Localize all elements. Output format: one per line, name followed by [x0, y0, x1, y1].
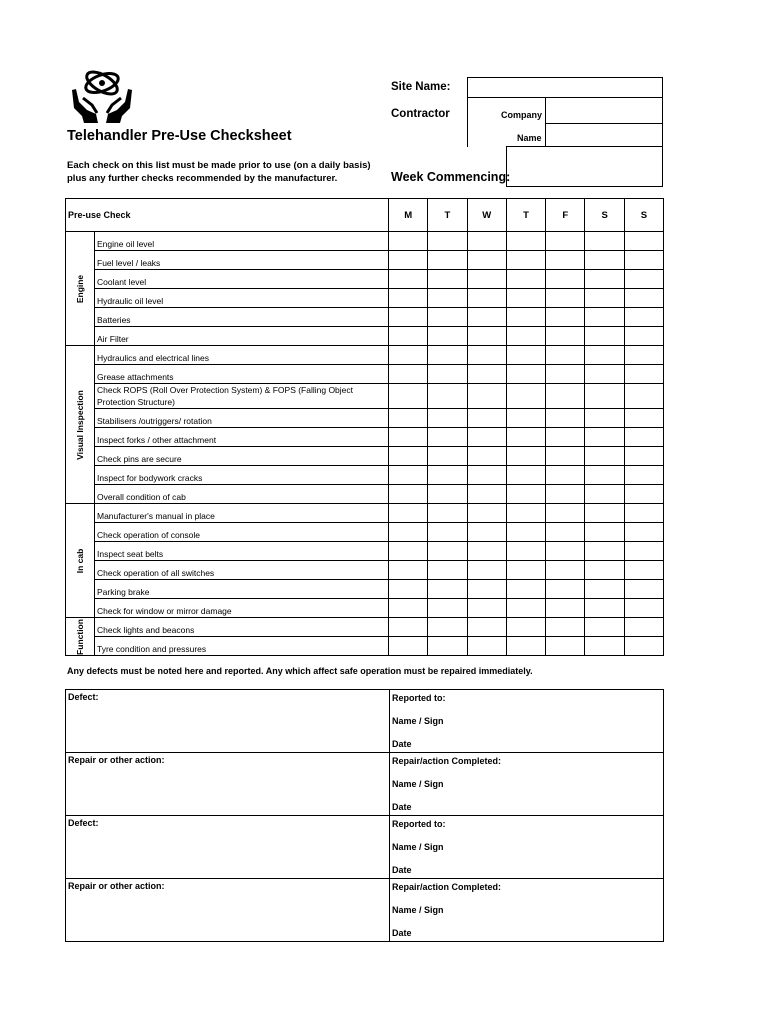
day-check-cell[interactable]: [546, 289, 585, 308]
day-check-cell[interactable]: [585, 308, 624, 327]
day-check-cell[interactable]: [428, 466, 467, 485]
day-check-cell[interactable]: [624, 466, 663, 485]
day-check-cell[interactable]: [389, 327, 428, 346]
day-check-cell[interactable]: [389, 409, 428, 428]
day-check-cell[interactable]: [506, 542, 545, 561]
day-check-cell[interactable]: [467, 542, 506, 561]
day-check-cell[interactable]: [428, 561, 467, 580]
day-check-cell[interactable]: [585, 428, 624, 447]
checklist-row: [66, 561, 664, 580]
day-check-cell[interactable]: [624, 409, 663, 428]
day-check-cell[interactable]: [389, 346, 428, 365]
defects-note: Any defects must be noted here and reported. Any which affect safe operation must be repaired immediately.: [67, 666, 533, 676]
day-check-cell[interactable]: [624, 384, 663, 409]
defect-description-cell[interactable]: [66, 753, 390, 816]
day-check-cell[interactable]: [467, 308, 506, 327]
day-check-cell[interactable]: [506, 365, 545, 384]
checklist-row: [66, 327, 664, 346]
day-check-cell[interactable]: [506, 618, 545, 637]
report-field-label: Repair/action Completed:: [392, 882, 502, 892]
check-item-label: Hydraulic oil level: [95, 289, 389, 308]
checklist-row: [66, 580, 664, 599]
intro-text: Each check on this list must be made prior to use (on a daily basis) plus any further checks recommended by the manufacturer.: [67, 160, 371, 184]
site-name-field[interactable]: [467, 77, 663, 98]
day-check-cell[interactable]: [585, 466, 624, 485]
check-item-label: Check for window or mirror damage: [95, 599, 389, 618]
check-item-label: Check operation of console: [95, 523, 389, 542]
pre-use-check-header: Pre-use Check: [66, 199, 389, 232]
checklist-row: [66, 523, 664, 542]
day-check-cell[interactable]: [585, 504, 624, 523]
day-check-cell[interactable]: [467, 637, 506, 656]
day-check-cell[interactable]: [389, 542, 428, 561]
day-check-cell[interactable]: [428, 232, 467, 251]
day-check-cell[interactable]: [624, 523, 663, 542]
day-check-cell[interactable]: [467, 580, 506, 599]
day-check-cell[interactable]: [624, 251, 663, 270]
day-check-cell[interactable]: [506, 384, 545, 409]
defect-field-label: Defect:: [68, 818, 99, 828]
report-field-label: Name / Sign: [392, 716, 444, 726]
section-label-cell: [66, 504, 95, 618]
day-check-cell[interactable]: [389, 485, 428, 504]
week-commencing-label: Week Commencing:: [391, 170, 511, 184]
day-check-cell[interactable]: [428, 523, 467, 542]
company-field[interactable]: [545, 97, 663, 124]
report-field-label: Date: [392, 928, 412, 938]
report-field-label: Repair/action Completed:: [392, 756, 502, 766]
check-item-label: Tyre condition and pressures: [95, 637, 389, 656]
day-check-cell[interactable]: [506, 447, 545, 466]
day-check-cell[interactable]: [389, 618, 428, 637]
day-check-cell[interactable]: [428, 485, 467, 504]
day-check-cell[interactable]: [585, 409, 624, 428]
day-check-cell[interactable]: [624, 580, 663, 599]
report-field-label: Name / Sign: [392, 779, 444, 789]
day-header: T: [506, 199, 545, 232]
check-item-label: Air Filter: [95, 327, 389, 346]
day-check-cell[interactable]: [506, 346, 545, 365]
check-item-label: Hydraulics and electrical lines: [95, 346, 389, 365]
day-check-cell[interactable]: [389, 270, 428, 289]
day-check-cell[interactable]: [428, 327, 467, 346]
day-check-cell[interactable]: [428, 365, 467, 384]
day-check-cell[interactable]: [624, 447, 663, 466]
defect-row: [66, 753, 664, 816]
day-check-cell[interactable]: [467, 409, 506, 428]
check-item-label: Check operation of all switches: [95, 561, 389, 580]
day-check-cell[interactable]: [428, 542, 467, 561]
day-check-cell[interactable]: [467, 599, 506, 618]
day-check-cell[interactable]: [546, 365, 585, 384]
check-item-label: Overall condition of cab: [95, 485, 389, 504]
check-item-label: Grease attachments: [95, 365, 389, 384]
day-check-cell[interactable]: [546, 384, 585, 409]
report-field-label: Name / Sign: [392, 842, 444, 852]
checklist-row: [66, 346, 664, 365]
day-check-cell[interactable]: [428, 447, 467, 466]
day-check-cell[interactable]: [389, 580, 428, 599]
day-check-cell[interactable]: [546, 270, 585, 289]
day-check-cell[interactable]: [546, 409, 585, 428]
day-check-cell[interactable]: [428, 346, 467, 365]
defect-field-label: Defect:: [68, 692, 99, 702]
check-item-label: Engine oil level: [95, 232, 389, 251]
checklist-row: [66, 466, 664, 485]
site-name-label: Site Name:: [391, 81, 451, 93]
day-check-cell[interactable]: [506, 466, 545, 485]
day-check-cell[interactable]: [624, 485, 663, 504]
checklist-row: [66, 289, 664, 308]
day-check-cell[interactable]: [428, 428, 467, 447]
report-details-cell[interactable]: [390, 879, 664, 942]
day-check-cell[interactable]: [428, 270, 467, 289]
checklist-row: [66, 504, 664, 523]
checklist-row: [66, 618, 664, 637]
day-check-cell[interactable]: [389, 466, 428, 485]
check-item-label: Stabilisers /outriggers/ rotation: [95, 409, 389, 428]
day-check-cell[interactable]: [428, 580, 467, 599]
day-check-cell[interactable]: [585, 561, 624, 580]
contractor-box-divider: [467, 97, 468, 147]
section-label: Engine: [75, 274, 85, 303]
day-check-cell[interactable]: [389, 384, 428, 409]
day-check-cell[interactable]: [585, 580, 624, 599]
day-check-cell[interactable]: [624, 599, 663, 618]
day-check-cell[interactable]: [506, 308, 545, 327]
day-check-cell[interactable]: [389, 637, 428, 656]
day-check-cell[interactable]: [546, 466, 585, 485]
day-check-cell[interactable]: [389, 599, 428, 618]
check-item-label: Inspect seat belts: [95, 542, 389, 561]
check-item-label: Manufacturer's manual in place: [95, 504, 389, 523]
day-check-cell[interactable]: [506, 580, 545, 599]
day-check-cell[interactable]: [428, 289, 467, 308]
day-check-cell[interactable]: [624, 289, 663, 308]
report-details-cell[interactable]: [390, 753, 664, 816]
checklist-row: [66, 485, 664, 504]
day-check-cell[interactable]: [428, 384, 467, 409]
day-check-cell[interactable]: [467, 251, 506, 270]
section-label-cell: [66, 232, 95, 346]
report-field-label: Date: [392, 802, 412, 812]
day-check-cell[interactable]: [506, 409, 545, 428]
check-item-label: Fuel level / leaks: [95, 251, 389, 270]
day-check-cell[interactable]: [428, 637, 467, 656]
day-check-cell[interactable]: [546, 308, 585, 327]
checklist-row: [66, 428, 664, 447]
day-check-cell[interactable]: [467, 346, 506, 365]
defect-row: [66, 690, 664, 753]
day-header: T: [428, 199, 467, 232]
day-check-cell[interactable]: [428, 504, 467, 523]
day-check-cell[interactable]: [467, 270, 506, 289]
day-check-cell[interactable]: [624, 561, 663, 580]
day-check-cell[interactable]: [506, 485, 545, 504]
report-details-cell[interactable]: [390, 690, 664, 753]
day-check-cell[interactable]: [506, 289, 545, 308]
day-check-cell[interactable]: [389, 523, 428, 542]
pre-use-check-table: [65, 198, 664, 656]
day-check-cell[interactable]: [506, 251, 545, 270]
day-check-cell[interactable]: [546, 504, 585, 523]
day-check-cell[interactable]: [624, 504, 663, 523]
day-header: S: [585, 199, 624, 232]
checklist-row: [66, 542, 664, 561]
day-check-cell[interactable]: [506, 428, 545, 447]
defects-table: [65, 689, 664, 942]
section-label-cell: [66, 346, 95, 504]
day-check-cell[interactable]: [585, 346, 624, 365]
report-field-label: Date: [392, 739, 412, 749]
checklist-row: [66, 308, 664, 327]
day-check-cell[interactable]: [546, 523, 585, 542]
section-label: Function: [75, 618, 85, 655]
day-header: F: [546, 199, 585, 232]
day-check-cell[interactable]: [546, 251, 585, 270]
check-item-label: Check ROPS (Roll Over Protection System) & FOPS (Falling Object Protection Structure): [95, 384, 389, 409]
defect-field-label: Repair or other action:: [68, 881, 165, 891]
checklist-row: [66, 409, 664, 428]
report-field-label: Reported to:: [392, 693, 446, 703]
day-check-cell[interactable]: [467, 232, 506, 251]
day-check-cell[interactable]: [467, 447, 506, 466]
page-title: Telehandler Pre-Use Checksheet: [67, 128, 292, 144]
name-field[interactable]: [545, 123, 663, 147]
day-check-cell[interactable]: [585, 542, 624, 561]
day-check-cell[interactable]: [585, 447, 624, 466]
defect-description-cell[interactable]: [66, 879, 390, 942]
check-item-label: Check lights and beacons: [95, 618, 389, 637]
day-check-cell[interactable]: [624, 232, 663, 251]
day-check-cell[interactable]: [506, 232, 545, 251]
checklist-row: [66, 637, 664, 656]
day-check-cell[interactable]: [506, 270, 545, 289]
day-check-cell[interactable]: [389, 504, 428, 523]
day-check-cell[interactable]: [624, 346, 663, 365]
day-check-cell[interactable]: [546, 327, 585, 346]
checklist-row: [66, 270, 664, 289]
day-check-cell[interactable]: [585, 618, 624, 637]
day-check-cell[interactable]: [467, 485, 506, 504]
day-check-cell[interactable]: [624, 308, 663, 327]
day-check-cell[interactable]: [389, 251, 428, 270]
day-check-cell[interactable]: [546, 428, 585, 447]
day-check-cell[interactable]: [389, 232, 428, 251]
day-check-cell[interactable]: [624, 327, 663, 346]
check-item-label: Batteries: [95, 308, 389, 327]
day-check-cell[interactable]: [506, 504, 545, 523]
day-check-cell[interactable]: [585, 327, 624, 346]
day-check-cell[interactable]: [467, 466, 506, 485]
checklist-row: [66, 251, 664, 270]
day-check-cell[interactable]: [467, 618, 506, 637]
day-check-cell[interactable]: [624, 428, 663, 447]
day-check-cell[interactable]: [428, 251, 467, 270]
day-check-cell[interactable]: [585, 485, 624, 504]
day-check-cell[interactable]: [428, 618, 467, 637]
day-check-cell[interactable]: [585, 523, 624, 542]
report-field-label: Reported to:: [392, 819, 446, 829]
day-check-cell[interactable]: [546, 485, 585, 504]
day-check-cell[interactable]: [467, 327, 506, 346]
day-check-cell[interactable]: [585, 599, 624, 618]
day-check-cell[interactable]: [467, 384, 506, 409]
day-check-cell[interactable]: [624, 365, 663, 384]
day-check-cell[interactable]: [624, 542, 663, 561]
day-check-cell[interactable]: [546, 599, 585, 618]
day-check-cell[interactable]: [546, 580, 585, 599]
day-check-cell[interactable]: [467, 428, 506, 447]
check-item-label: Check pins are secure: [95, 447, 389, 466]
report-field-label: Name / Sign: [392, 905, 444, 915]
day-check-cell[interactable]: [428, 308, 467, 327]
section-label: Visual Inspection: [75, 389, 85, 460]
checklist-row: [66, 384, 664, 409]
day-check-cell[interactable]: [585, 251, 624, 270]
day-check-cell[interactable]: [506, 599, 545, 618]
day-header: M: [389, 199, 428, 232]
contractor-label: Contractor: [391, 108, 450, 120]
day-header: S: [624, 199, 663, 232]
day-check-cell[interactable]: [389, 289, 428, 308]
check-item-label: Inspect forks / other attachment: [95, 428, 389, 447]
day-check-cell[interactable]: [546, 618, 585, 637]
section-label: In cab: [75, 548, 85, 573]
day-check-cell[interactable]: [467, 523, 506, 542]
day-check-cell[interactable]: [467, 289, 506, 308]
day-check-cell[interactable]: [467, 504, 506, 523]
day-check-cell[interactable]: [546, 542, 585, 561]
check-item-label: Inspect for bodywork cracks: [95, 466, 389, 485]
day-check-cell[interactable]: [467, 365, 506, 384]
defect-row: [66, 879, 664, 942]
day-check-cell[interactable]: [585, 384, 624, 409]
checklist-row: [66, 232, 664, 251]
day-header: W: [467, 199, 506, 232]
check-item-label: Coolant level: [95, 270, 389, 289]
day-check-cell[interactable]: [506, 561, 545, 580]
week-commencing-field[interactable]: [506, 146, 663, 187]
checklist-header-row: [66, 199, 664, 232]
day-check-cell[interactable]: [389, 428, 428, 447]
day-check-cell[interactable]: [546, 637, 585, 656]
hands-orbit-logo-icon: [70, 68, 134, 124]
day-check-cell[interactable]: [428, 599, 467, 618]
day-check-cell[interactable]: [585, 637, 624, 656]
day-check-cell[interactable]: [389, 447, 428, 466]
day-check-cell[interactable]: [389, 365, 428, 384]
defect-description-cell[interactable]: [66, 690, 390, 753]
report-details-cell[interactable]: [390, 816, 664, 879]
checklist-row: [66, 447, 664, 466]
day-check-cell[interactable]: [624, 270, 663, 289]
checklist-row: [66, 365, 664, 384]
day-check-cell[interactable]: [585, 289, 624, 308]
check-item-label: Parking brake: [95, 580, 389, 599]
report-field-label: Date: [392, 865, 412, 875]
day-check-cell[interactable]: [585, 365, 624, 384]
day-check-cell[interactable]: [624, 637, 663, 656]
day-check-cell[interactable]: [389, 561, 428, 580]
day-check-cell[interactable]: [428, 409, 467, 428]
day-check-cell[interactable]: [506, 523, 545, 542]
defect-description-cell[interactable]: [66, 816, 390, 879]
checklist-row: [66, 599, 664, 618]
company-label: Company: [501, 110, 543, 120]
day-check-cell[interactable]: [624, 618, 663, 637]
day-check-cell[interactable]: [546, 232, 585, 251]
day-check-cell[interactable]: [506, 327, 545, 346]
day-check-cell[interactable]: [546, 346, 585, 365]
day-check-cell[interactable]: [585, 270, 624, 289]
day-check-cell[interactable]: [546, 447, 585, 466]
day-check-cell[interactable]: [585, 232, 624, 251]
day-check-cell[interactable]: [389, 308, 428, 327]
defect-field-label: Repair or other action:: [68, 755, 165, 765]
day-check-cell[interactable]: [467, 561, 506, 580]
defect-row: [66, 816, 664, 879]
day-check-cell[interactable]: [546, 561, 585, 580]
section-label-cell: [66, 618, 95, 656]
name-label: Name: [517, 133, 542, 143]
day-check-cell[interactable]: [506, 637, 545, 656]
